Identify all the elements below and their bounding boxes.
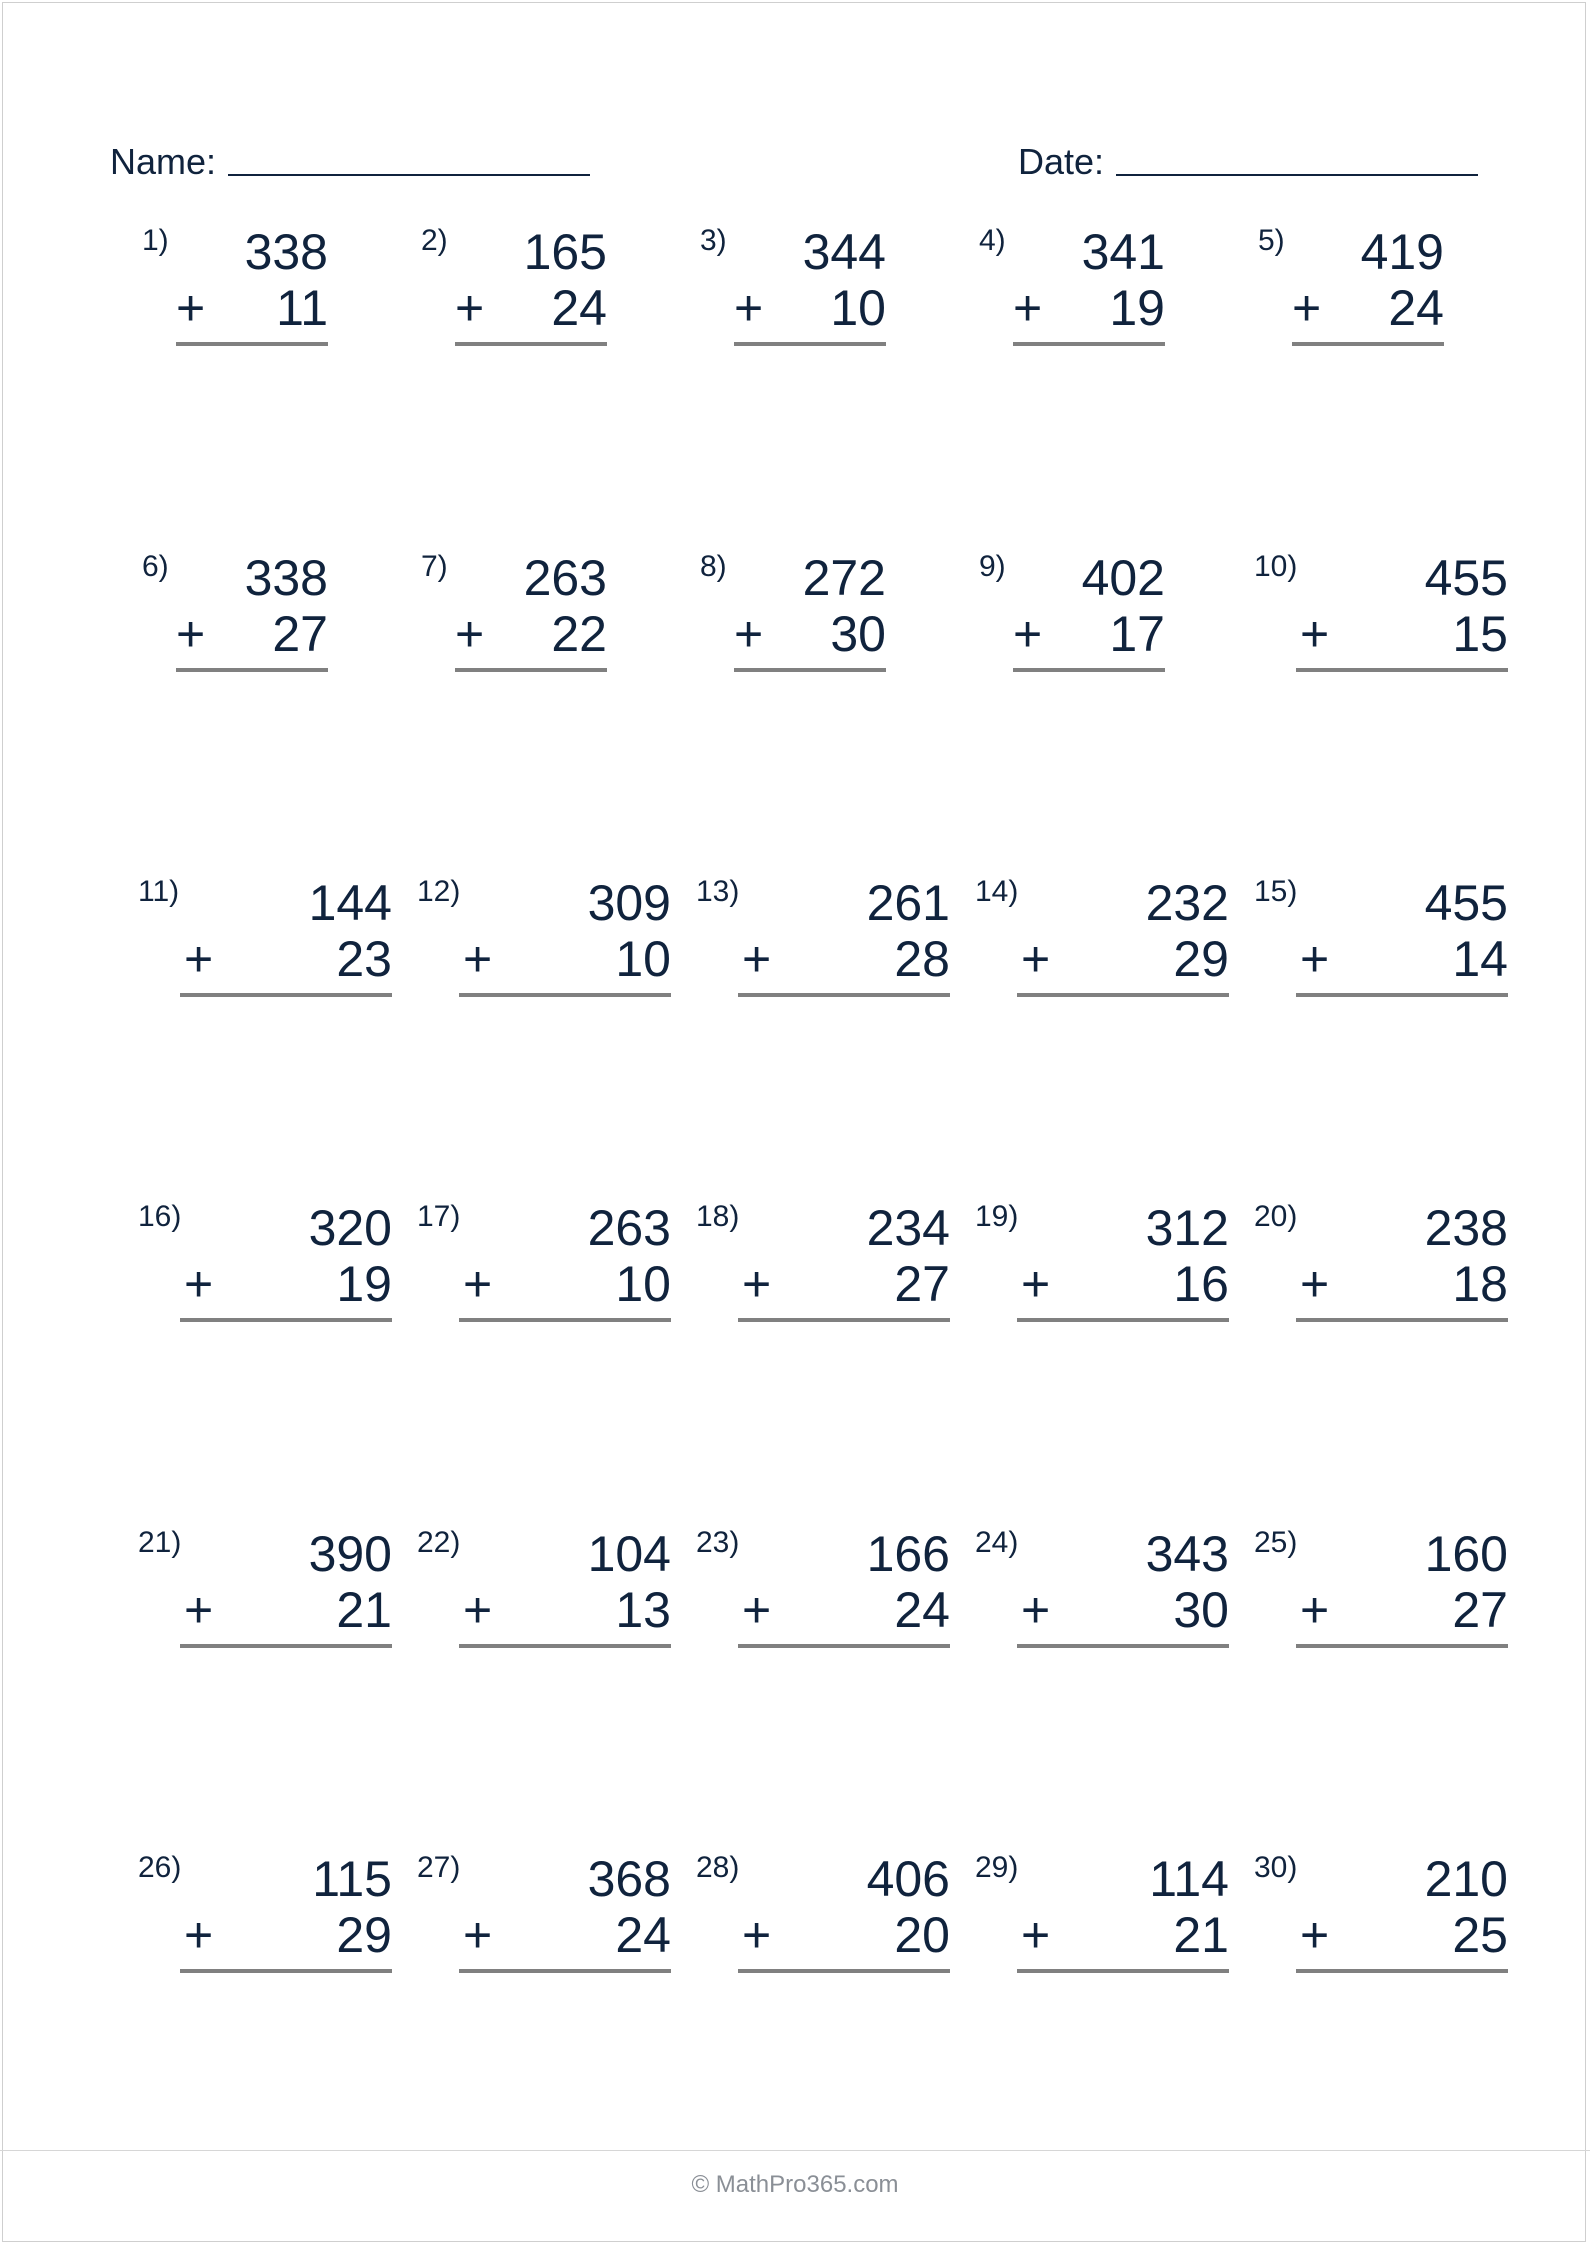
- answer-line[interactable]: [180, 993, 392, 997]
- problem-29: [975, 1851, 1229, 1981]
- plus-sign: +: [1300, 931, 1330, 987]
- addend-bottom: 28: [894, 931, 950, 987]
- answer-line[interactable]: [738, 993, 950, 997]
- plus-sign: +: [463, 1582, 493, 1638]
- answer-line[interactable]: [180, 1644, 392, 1648]
- answer-line[interactable]: [1292, 342, 1444, 346]
- addend-bottom: 19: [336, 1256, 392, 1312]
- problem-23: [696, 1526, 950, 1656]
- problem-number: 20): [1254, 1200, 1298, 1233]
- problem-number: 29): [975, 1851, 1019, 1884]
- addend-top: 309: [587, 875, 671, 931]
- footer-divider: [0, 2150, 1590, 2151]
- addend-bottom: 16: [1173, 1256, 1229, 1312]
- problem-number: 25): [1254, 1526, 1298, 1559]
- plus-sign: +: [742, 931, 772, 987]
- addend-top: 210: [1424, 1851, 1508, 1907]
- addend-top: 261: [866, 875, 950, 931]
- addend-top: 272: [802, 550, 886, 606]
- addend-bottom: 18: [1452, 1256, 1508, 1312]
- problem-number: 16): [138, 1200, 182, 1233]
- answer-line[interactable]: [455, 342, 607, 346]
- plus-sign: +: [176, 606, 206, 662]
- addend-top: 160: [1424, 1526, 1508, 1582]
- addend-bottom: 24: [551, 280, 607, 336]
- problem-number: 14): [975, 875, 1019, 908]
- problem-7: [421, 550, 607, 680]
- problem-number: 13): [696, 875, 740, 908]
- addend-bottom: 10: [830, 280, 886, 336]
- answer-line[interactable]: [1017, 1318, 1229, 1322]
- addend-top: 104: [587, 1526, 671, 1582]
- problem-25: [1254, 1526, 1508, 1656]
- problem-number: 17): [417, 1200, 461, 1233]
- problem-number: 23): [696, 1526, 740, 1559]
- answer-line[interactable]: [176, 342, 328, 346]
- problem-number: 26): [138, 1851, 182, 1884]
- addend-top: 406: [866, 1851, 950, 1907]
- addend-bottom: 25: [1452, 1907, 1508, 1963]
- plus-sign: +: [1021, 1256, 1051, 1312]
- addend-top: 341: [1081, 224, 1165, 280]
- addend-top: 312: [1145, 1200, 1229, 1256]
- addend-top: 234: [866, 1200, 950, 1256]
- problem-number: 7): [421, 550, 448, 583]
- plus-sign: +: [742, 1582, 772, 1638]
- name-label: Name:: [110, 141, 217, 182]
- problem-number: 8): [700, 550, 727, 583]
- addend-bottom: 23: [336, 931, 392, 987]
- answer-line[interactable]: [738, 1318, 950, 1322]
- addend-bottom: 22: [551, 606, 607, 662]
- plus-sign: +: [1021, 1907, 1051, 1963]
- addend-bottom: 30: [830, 606, 886, 662]
- addend-bottom: 27: [272, 606, 328, 662]
- problem-28: [696, 1851, 950, 1981]
- problem-number: 9): [979, 550, 1006, 583]
- answer-line[interactable]: [1017, 1644, 1229, 1648]
- addend-top: 455: [1424, 875, 1508, 931]
- problem-number: 6): [142, 550, 169, 583]
- problem-number: 4): [979, 224, 1006, 257]
- problem-15: [1254, 875, 1508, 1005]
- addend-top: 343: [1145, 1526, 1229, 1582]
- plus-sign: +: [455, 606, 485, 662]
- problem-27: [417, 1851, 671, 1981]
- problem-18: [696, 1200, 950, 1330]
- addend-top: 320: [308, 1200, 392, 1256]
- answer-line[interactable]: [1296, 1318, 1508, 1322]
- problem-number: 12): [417, 875, 461, 908]
- problem-20: [1254, 1200, 1508, 1330]
- addend-bottom: 30: [1173, 1582, 1229, 1638]
- answer-line[interactable]: [455, 668, 607, 672]
- problem-4: [979, 224, 1165, 354]
- addend-top: 263: [587, 1200, 671, 1256]
- answer-line[interactable]: [180, 1318, 392, 1322]
- plus-sign: +: [1013, 606, 1043, 662]
- problem-11: [138, 875, 392, 1005]
- addend-bottom: 17: [1109, 606, 1165, 662]
- plus-sign: +: [1013, 280, 1043, 336]
- addend-bottom: 14: [1452, 931, 1508, 987]
- addend-bottom: 27: [1452, 1582, 1508, 1638]
- problem-6: [142, 550, 328, 680]
- answer-line[interactable]: [1296, 993, 1508, 997]
- problem-number: 18): [696, 1200, 740, 1233]
- addend-top: 144: [308, 875, 392, 931]
- problem-24: [975, 1526, 1229, 1656]
- plus-sign: +: [184, 1582, 214, 1638]
- problem-number: 28): [696, 1851, 740, 1884]
- addend-bottom: 13: [615, 1582, 671, 1638]
- addend-bottom: 21: [336, 1582, 392, 1638]
- problem-8: [700, 550, 886, 680]
- answer-line[interactable]: [180, 1969, 392, 1973]
- plus-sign: +: [463, 931, 493, 987]
- problem-13: [696, 875, 950, 1005]
- answer-line[interactable]: [734, 342, 886, 346]
- plus-sign: +: [1300, 1907, 1330, 1963]
- problem-number: 15): [1254, 875, 1298, 908]
- plus-sign: +: [1021, 931, 1051, 987]
- addend-top: 338: [244, 550, 328, 606]
- answer-line[interactable]: [459, 993, 671, 997]
- problem-10: [1254, 550, 1508, 680]
- problem-14: [975, 875, 1229, 1005]
- addend-top: 390: [308, 1526, 392, 1582]
- addend-bottom: 11: [276, 280, 328, 336]
- addend-top: 238: [1424, 1200, 1508, 1256]
- plus-sign: +: [742, 1256, 772, 1312]
- plus-sign: +: [1292, 280, 1322, 336]
- problem-22: [417, 1526, 671, 1656]
- addend-top: 455: [1424, 550, 1508, 606]
- answer-line[interactable]: [1296, 1644, 1508, 1648]
- addend-top: 166: [866, 1526, 950, 1582]
- problem-number: 10): [1254, 550, 1298, 583]
- problem-number: 5): [1258, 224, 1285, 257]
- answer-line[interactable]: [1013, 668, 1165, 672]
- problem-1: [142, 224, 328, 354]
- plus-sign: +: [176, 280, 206, 336]
- problem-12: [417, 875, 671, 1005]
- plus-sign: +: [184, 1256, 214, 1312]
- problem-number: 24): [975, 1526, 1019, 1559]
- problem-16: [138, 1200, 392, 1330]
- addend-bottom: 29: [336, 1907, 392, 1963]
- addend-top: 419: [1360, 224, 1444, 280]
- addend-bottom: 24: [615, 1907, 671, 1963]
- answer-line[interactable]: [459, 1644, 671, 1648]
- answer-line[interactable]: [459, 1969, 671, 1973]
- date-label: Date:: [1018, 141, 1105, 182]
- addend-bottom: 19: [1109, 280, 1165, 336]
- problem-number: 19): [975, 1200, 1019, 1233]
- answer-line[interactable]: [734, 668, 886, 672]
- answer-line[interactable]: [459, 1318, 671, 1322]
- answer-line[interactable]: [1296, 1969, 1508, 1973]
- plus-sign: +: [734, 280, 764, 336]
- problem-number: 21): [138, 1526, 182, 1559]
- addend-top: 115: [312, 1851, 392, 1907]
- problem-17: [417, 1200, 671, 1330]
- problem-9: [979, 550, 1165, 680]
- plus-sign: +: [184, 931, 214, 987]
- problem-number: 1): [142, 224, 169, 257]
- addend-top: 114: [1149, 1851, 1229, 1907]
- answer-line[interactable]: [176, 668, 328, 672]
- problem-21: [138, 1526, 392, 1656]
- footer-copyright: © MathPro365.com: [691, 2171, 899, 2198]
- problem-number: 11): [138, 875, 180, 908]
- problem-number: 3): [700, 224, 727, 257]
- problem-number: 30): [1254, 1851, 1298, 1884]
- addend-top: 402: [1081, 550, 1165, 606]
- plus-sign: +: [463, 1907, 493, 1963]
- problem-3: [700, 224, 886, 354]
- addend-top: 368: [587, 1851, 671, 1907]
- answer-line[interactable]: [1013, 342, 1165, 346]
- problem-2: [421, 224, 607, 354]
- addend-bottom: 15: [1452, 606, 1508, 662]
- answer-line[interactable]: [1296, 668, 1508, 672]
- plus-sign: +: [734, 606, 764, 662]
- plus-sign: +: [463, 1256, 493, 1312]
- addend-bottom: 10: [615, 1256, 671, 1312]
- plus-sign: +: [1300, 606, 1330, 662]
- problem-19: [975, 1200, 1229, 1330]
- problem-number: 27): [417, 1851, 461, 1884]
- addend-top: 338: [244, 224, 328, 280]
- addend-bottom: 24: [894, 1582, 950, 1638]
- addend-bottom: 27: [894, 1256, 950, 1312]
- problem-number: 22): [417, 1526, 461, 1559]
- addend-bottom: 21: [1173, 1907, 1229, 1963]
- addend-bottom: 10: [615, 931, 671, 987]
- addend-top: 344: [802, 224, 886, 280]
- problem-30: [1254, 1851, 1508, 1981]
- plus-sign: +: [184, 1907, 214, 1963]
- addend-bottom: 29: [1173, 931, 1229, 987]
- plus-sign: +: [1300, 1256, 1330, 1312]
- plus-sign: +: [1300, 1582, 1330, 1638]
- problem-5: [1258, 224, 1444, 354]
- problem-26: [138, 1851, 392, 1981]
- addend-top: 165: [523, 224, 607, 280]
- addend-top: 232: [1145, 875, 1229, 931]
- plus-sign: +: [742, 1907, 772, 1963]
- answer-line[interactable]: [1017, 993, 1229, 997]
- plus-sign: +: [455, 280, 485, 336]
- plus-sign: +: [1021, 1582, 1051, 1638]
- addend-bottom: 24: [1388, 280, 1444, 336]
- addend-bottom: 20: [894, 1907, 950, 1963]
- problem-number: 2): [421, 224, 448, 257]
- answer-line[interactable]: [738, 1644, 950, 1648]
- answer-line[interactable]: [738, 1969, 950, 1973]
- answer-line[interactable]: [1017, 1969, 1229, 1973]
- addend-top: 263: [523, 550, 607, 606]
